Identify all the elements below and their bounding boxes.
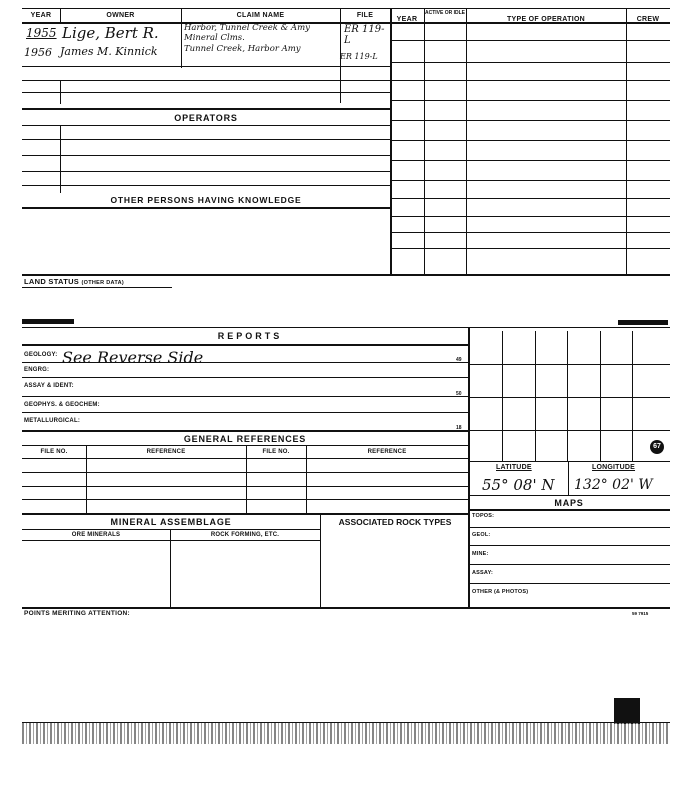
top-border — [22, 8, 670, 9]
metallurgical-label: METALLURGICAL: — [24, 418, 81, 424]
ref-header-reference-2: REFERENCE — [367, 449, 407, 455]
col-header-active-idle: ACTIVE OR IDLE — [424, 10, 465, 16]
row-line — [390, 248, 670, 249]
row-line — [22, 377, 468, 378]
geophys-label: GEOPHYS. & GEOCHEM: — [24, 402, 100, 408]
grid-line — [468, 461, 670, 462]
row-line — [468, 583, 670, 584]
grid-line — [535, 331, 536, 461]
row-line — [390, 40, 670, 41]
top-left-bar — [22, 319, 74, 324]
row-line — [22, 529, 320, 530]
row2-owner: James M. Kinnick — [60, 45, 158, 58]
col-header-file: FILE — [356, 12, 374, 19]
land-status-subtitle: (OTHER DATA) — [81, 280, 124, 286]
side-number: 49 — [456, 357, 462, 363]
row-line — [22, 185, 390, 186]
general-references-title: GENERAL REFERENCES — [183, 434, 307, 444]
other-persons-title: OTHER PERSONS HAVING KNOWLEDGE — [110, 195, 302, 205]
row-line — [390, 232, 670, 233]
form-number: 59 7915 — [632, 611, 649, 616]
row-line — [22, 362, 468, 363]
reports-title: REPORTS — [217, 331, 283, 341]
row-line — [22, 513, 468, 515]
geology-label: GEOLOGY: — [24, 352, 58, 358]
col-header-year: YEAR — [30, 12, 52, 19]
ref-header-reference: REFERENCE — [146, 449, 186, 455]
divider — [170, 529, 171, 607]
row1-file: ER 119-L — [344, 24, 385, 46]
engrg-label: ENGRG: — [24, 367, 50, 373]
top-right-bar — [618, 320, 668, 325]
land-status-label: LAND STATUS — [24, 277, 80, 286]
row-line — [22, 445, 468, 446]
associated-rock-types: ASSOCIATED ROCK TYPES — [338, 517, 452, 527]
row2-year: 1956 — [24, 46, 52, 59]
row-line — [22, 139, 390, 140]
divider — [468, 327, 470, 607]
col-header-type-of-operation: TYPE OF OPERATION — [506, 16, 586, 23]
divider — [86, 445, 87, 513]
row-line — [390, 120, 670, 121]
row-line — [390, 62, 670, 63]
maps-title: MAPS — [554, 498, 584, 508]
geology-value: See Reverse Side — [62, 348, 204, 367]
latitude-label: LATITUDE — [496, 464, 532, 471]
row-line — [22, 125, 390, 126]
side-number: 50 — [456, 391, 462, 397]
section-top-line — [22, 327, 670, 328]
row-line — [390, 100, 670, 101]
grid-line — [567, 331, 568, 461]
divider — [320, 513, 321, 607]
points-meriting-attention: POINTS MERITING ATTENTION: — [24, 610, 131, 617]
row-line — [468, 564, 670, 565]
grid-line — [502, 331, 503, 461]
row-line — [22, 207, 390, 209]
assay-label: ASSAY & IDENT: — [24, 383, 74, 389]
row1-claim-name: Harbor, Tunnel Creek & Amy Mineral Clms. — [184, 23, 310, 43]
divider — [306, 445, 307, 513]
col-header-crew: CREW — [636, 16, 660, 23]
row-line — [22, 92, 390, 93]
row-line — [22, 80, 390, 81]
col-header-claim-name: CLAIM NAME — [236, 12, 285, 19]
ore-minerals-header: ORE MINERALS — [71, 532, 121, 538]
reports-underline — [22, 344, 468, 346]
land-status-underline — [22, 287, 172, 288]
divider — [466, 8, 467, 274]
grid-line — [632, 331, 633, 461]
divider — [60, 125, 61, 193]
row-line — [390, 160, 670, 161]
col-header-owner: OWNER — [106, 12, 135, 19]
maps-mine: MINE: — [472, 551, 489, 557]
divider — [626, 8, 627, 274]
maps-other: OTHER (& PHOTOS) — [472, 589, 529, 595]
row-line — [390, 216, 670, 217]
latitude-value: 55° 08' N — [482, 476, 555, 494]
section-bottom-line — [22, 607, 670, 609]
row-line — [22, 66, 390, 67]
row-line — [468, 495, 670, 496]
longitude-value: 132° 02' W — [574, 477, 653, 493]
row-line — [22, 472, 468, 473]
row-line — [22, 458, 468, 459]
grid-line — [468, 364, 670, 365]
row-line — [390, 80, 670, 81]
col-header-op-year: YEAR — [396, 16, 418, 23]
divider — [424, 8, 425, 274]
divider — [390, 8, 392, 274]
mineral-assemblage-title: MINERAL ASSEMBLAGE — [110, 517, 232, 527]
scan-edge-line — [22, 722, 670, 723]
rock-forming-header: ROCK FORMING, ETC. — [210, 532, 280, 538]
ref-header-file-no: FILE NO. — [40, 449, 68, 455]
row1-year: 1955 — [26, 26, 57, 40]
row-line — [22, 540, 320, 541]
row-line — [22, 499, 468, 500]
top-section-bottom — [22, 274, 670, 276]
row-line — [22, 155, 390, 156]
grid-line — [468, 430, 670, 431]
row-line — [22, 430, 468, 432]
grid-line — [600, 331, 601, 461]
land-status-title — [24, 277, 124, 286]
row-line — [22, 396, 468, 397]
row-line — [390, 198, 670, 199]
row-line — [22, 171, 390, 172]
grid-line — [468, 397, 670, 398]
longitude-label: LONGITUDE — [592, 464, 636, 471]
row-line — [22, 486, 468, 487]
maps-assay: ASSAY: — [472, 570, 494, 576]
row-line — [468, 509, 670, 511]
row-line — [468, 545, 670, 546]
row2-file: ER 119-L — [340, 52, 378, 61]
divider — [246, 445, 247, 513]
operators-title: OPERATORS — [174, 113, 238, 123]
registration-mark — [614, 698, 640, 724]
row2-claim-name: Tunnel Creek, Harbor Amy — [184, 44, 301, 54]
row1-owner: Lige, Bert R. — [62, 24, 159, 42]
maps-geol: GEOL: — [472, 532, 491, 538]
row-line — [390, 140, 670, 141]
row-line — [22, 108, 390, 110]
maps-topos: TOPOS: — [472, 513, 495, 519]
side-number: 18 — [456, 425, 462, 431]
row-line — [390, 180, 670, 181]
row-line — [468, 527, 670, 528]
stamp-circle: 67 — [650, 440, 664, 454]
row-line — [22, 412, 468, 413]
ref-header-file-no-2: FILE NO. — [262, 449, 290, 455]
divider — [568, 461, 569, 495]
scan-noise-strip — [22, 722, 670, 744]
